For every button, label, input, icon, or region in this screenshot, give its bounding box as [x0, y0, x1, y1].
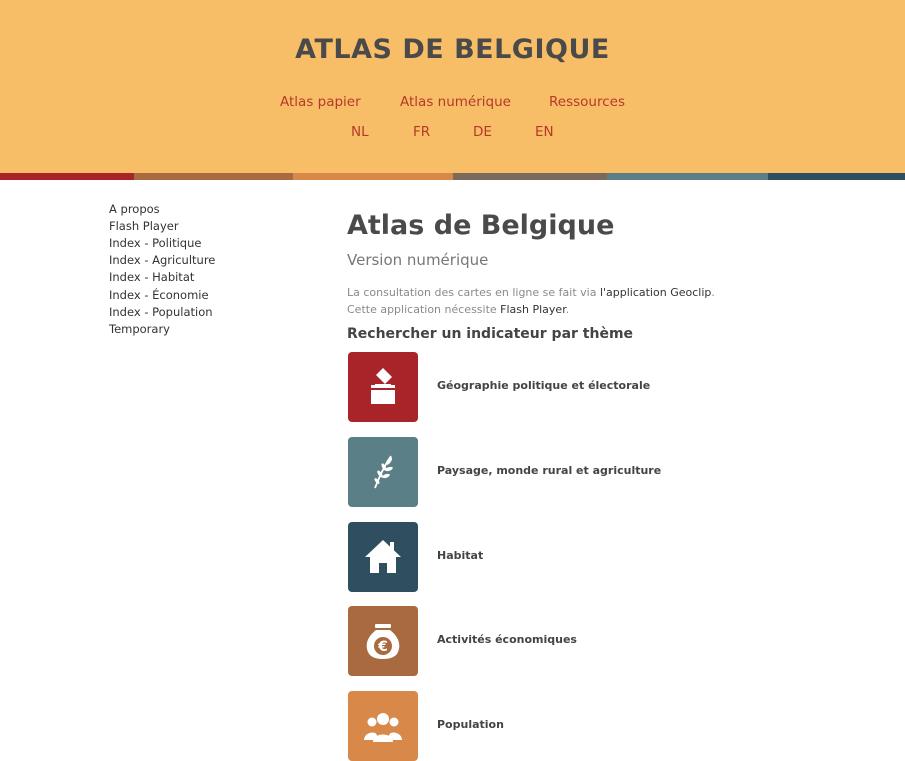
theme-tile-economie[interactable] — [348, 606, 418, 676]
site-title[interactable]: ATLAS DE BELGIQUE — [295, 34, 610, 65]
sidebar-item-index-population[interactable]: Index - Population — [109, 305, 213, 319]
money-bag-euro-icon — [363, 621, 403, 661]
stripe-segment — [293, 173, 453, 180]
theme-tile-habitat[interactable] — [348, 522, 418, 592]
stripe-segment — [453, 173, 607, 180]
site-header — [0, 0, 905, 173]
stripe-segment — [768, 173, 905, 180]
sidebar-item-index-politique[interactable]: Index - Politique — [109, 236, 202, 250]
theme-label-agriculture[interactable]: Paysage, monde rural et agriculture — [437, 464, 662, 477]
intro-line-flash — [347, 302, 569, 318]
flash-player-link[interactable]: Flash Player — [500, 303, 566, 316]
theme-label-population[interactable]: Population — [437, 718, 504, 731]
theme-tile-population[interactable] — [348, 691, 418, 761]
nav-ressources[interactable]: Ressources — [549, 94, 625, 110]
theme-tile-politique[interactable] — [348, 352, 418, 422]
sidebar-item-index-agriculture[interactable]: Index - Agriculture — [109, 253, 216, 267]
sidebar-item-flash-player[interactable]: Flash Player — [109, 219, 179, 233]
lang-nl[interactable]: NL — [351, 124, 369, 140]
themes-heading: Rechercher un indicateur par thème — [347, 326, 634, 342]
theme-label-economie[interactable]: Activités économiques — [437, 633, 577, 646]
theme-tile-agriculture[interactable] — [348, 437, 418, 507]
lang-de[interactable]: DE — [473, 124, 492, 140]
house-icon — [363, 537, 403, 577]
wheat-icon — [363, 452, 403, 492]
intro-text: Cette application nécessite — [347, 303, 501, 316]
svg-text:€: € — [378, 639, 388, 655]
intro-text: . — [711, 286, 715, 299]
sidebar-item-index-habitat[interactable]: Index - Habitat — [109, 270, 195, 284]
sidebar-item-index-economie[interactable]: Index - Économie — [109, 288, 209, 302]
lang-en[interactable]: EN — [535, 124, 554, 140]
stripe-segment — [134, 173, 293, 180]
sidebar-item-temporary[interactable]: Temporary — [109, 322, 170, 336]
nav-atlas-numerique[interactable]: Atlas numérique — [400, 94, 511, 110]
theme-label-habitat[interactable]: Habitat — [437, 549, 484, 562]
geoclip-link[interactable]: l'application Geoclip — [599, 286, 712, 299]
page-subtitle: Version numérique — [347, 251, 489, 269]
intro-line-geoclip — [347, 285, 715, 301]
stripe-segment — [607, 173, 768, 180]
stripe-segment — [0, 173, 134, 180]
ballot-box-icon — [363, 367, 403, 407]
theme-label-politique[interactable]: Géographie politique et électorale — [437, 379, 651, 392]
lang-fr[interactable]: FR — [413, 124, 431, 140]
intro-text: La consultation des cartes en ligne se fait via — [347, 286, 600, 299]
page-title: Atlas de Belgique — [347, 210, 615, 241]
intro-text: . — [565, 303, 570, 316]
nav-atlas-papier[interactable]: Atlas papier — [280, 94, 361, 110]
sidebar-item-a-propos[interactable]: A propos — [109, 202, 160, 216]
people-group-icon — [363, 706, 403, 746]
